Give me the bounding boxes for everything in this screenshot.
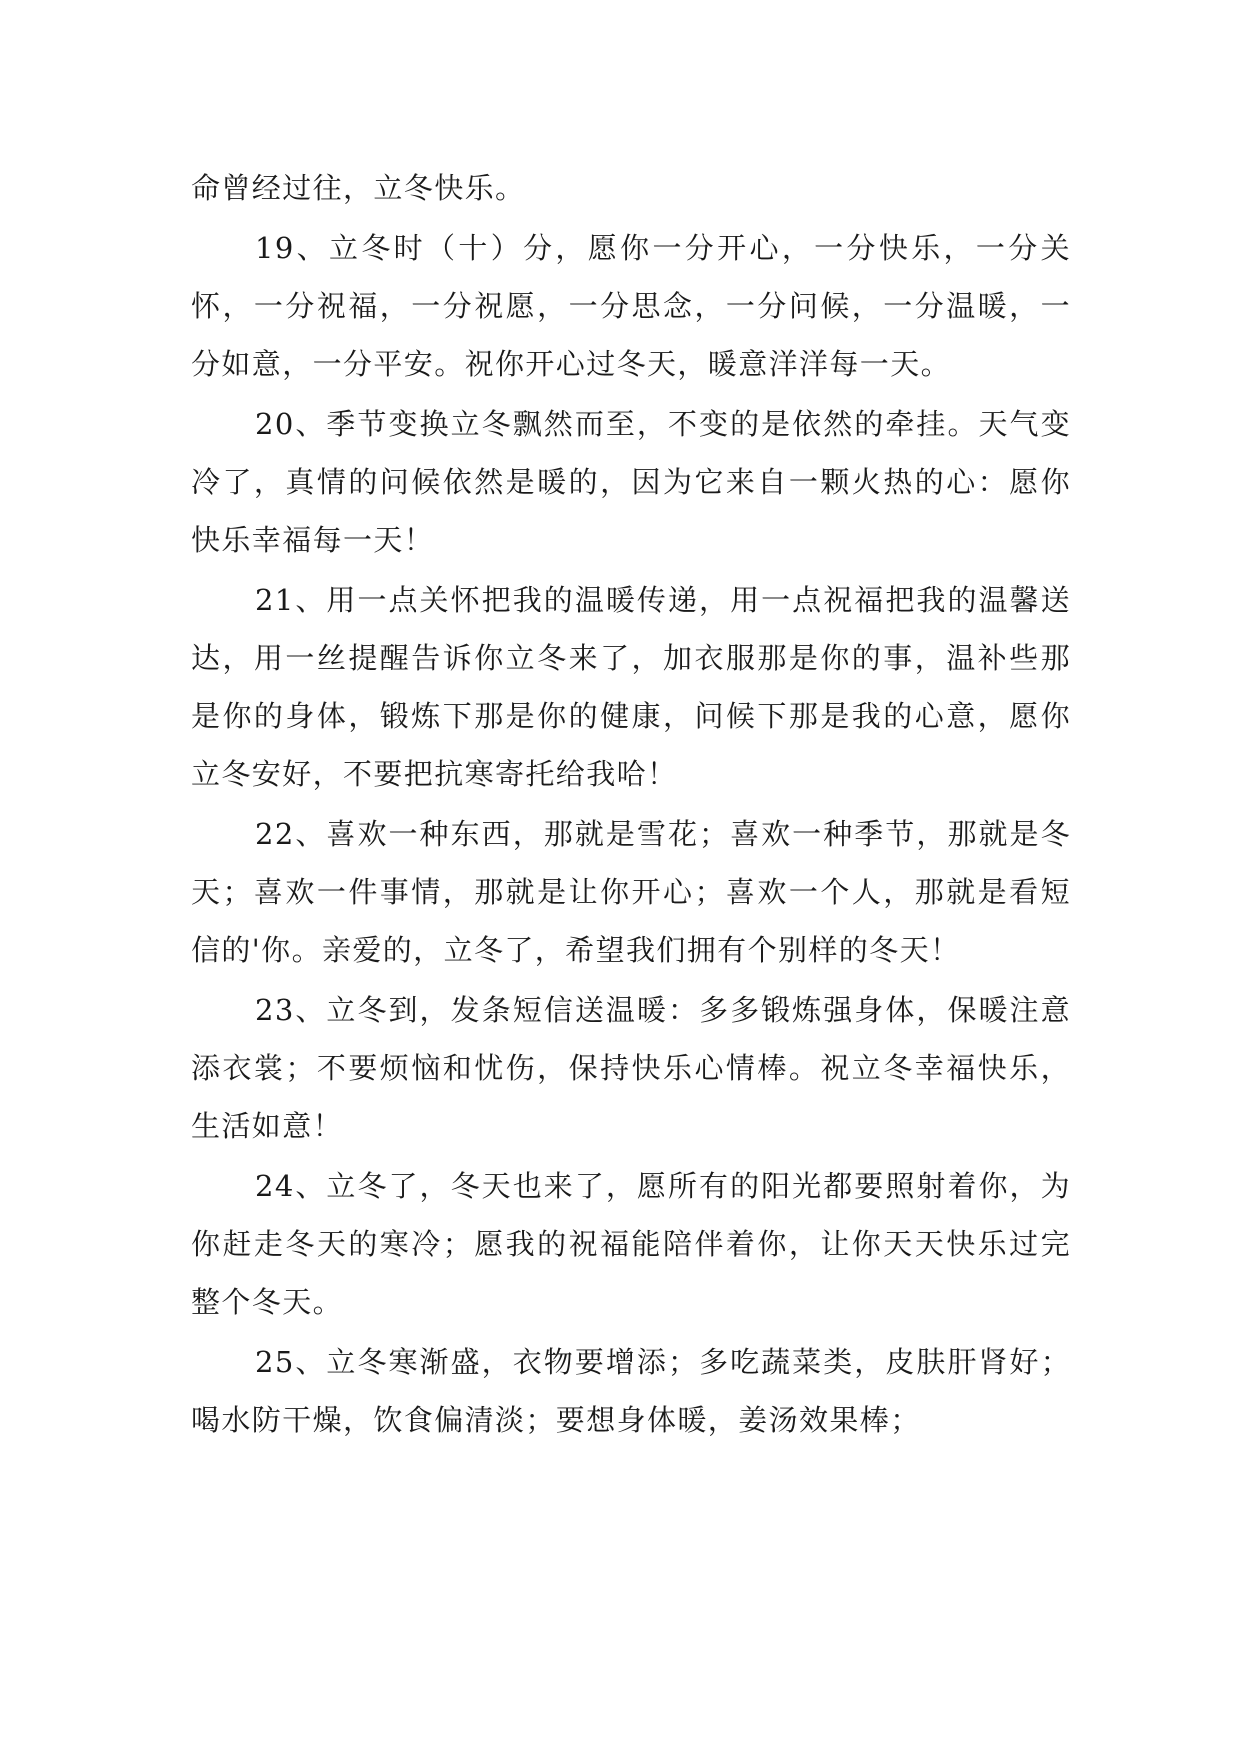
document-body	[191, 159, 1071, 1451]
paragraph-24: 24、立冬了，冬天也来了，愿所有的阳光都要照射着你，为你赶走冬天的寒冷；愿我的祝福能陪伴着你，让你天天快乐过完整个冬天。	[191, 1169, 1071, 1319]
paragraph-25: 25、立冬寒渐盛，衣物要增添；多吃蔬菜类，皮肤肝肾好；喝水防干燥，饮食偏清淡；要想身体暖，姜汤效果棒；	[191, 1345, 1071, 1437]
paragraph-22: 22、喜欢一种东西，那就是雪花；喜欢一种季节，那就是冬天；喜欢一件事情，那就是让你开心；喜欢一个人，那就是看短信的'你。亲爱的，立冬了，希望我们拥有个别样的冬天！	[191, 817, 1071, 967]
paragraph-19: 19、立冬时（十）分，愿你一分开心，一分快乐，一分关怀，一分祝福，一分祝愿，一分思念，一分问候，一分温暖，一分如意，一分平安。祝你开心过冬天，暖意洋洋每一天。	[191, 231, 1071, 381]
paragraph-continuation: 命曾经过往，立冬快乐。	[191, 171, 526, 205]
paragraph-21: 21、用一点关怀把我的温暖传递，用一点祝福把我的温馨送达，用一丝提醒告诉你立冬来了，加衣服那是你的事，温补些那是你的身体，锻炼下那是你的健康，问候下那是我的心意，愿你立冬安好，不要把抗寒寄托给我哈！	[191, 583, 1071, 791]
paragraph-20: 20、季节变换立冬飘然而至，不变的是依然的牵挂。天气变冷了，真情的问候依然是暖的，因为它来自一颗火热的心：愿你快乐幸福每一天！	[191, 407, 1071, 557]
paragraph-23: 23、立冬到，发条短信送温暖：多多锻炼强身体，保暖注意添衣裳；不要烦恼和忧伤，保持快乐心情棒。祝立冬幸福快乐，生活如意！	[191, 993, 1071, 1143]
